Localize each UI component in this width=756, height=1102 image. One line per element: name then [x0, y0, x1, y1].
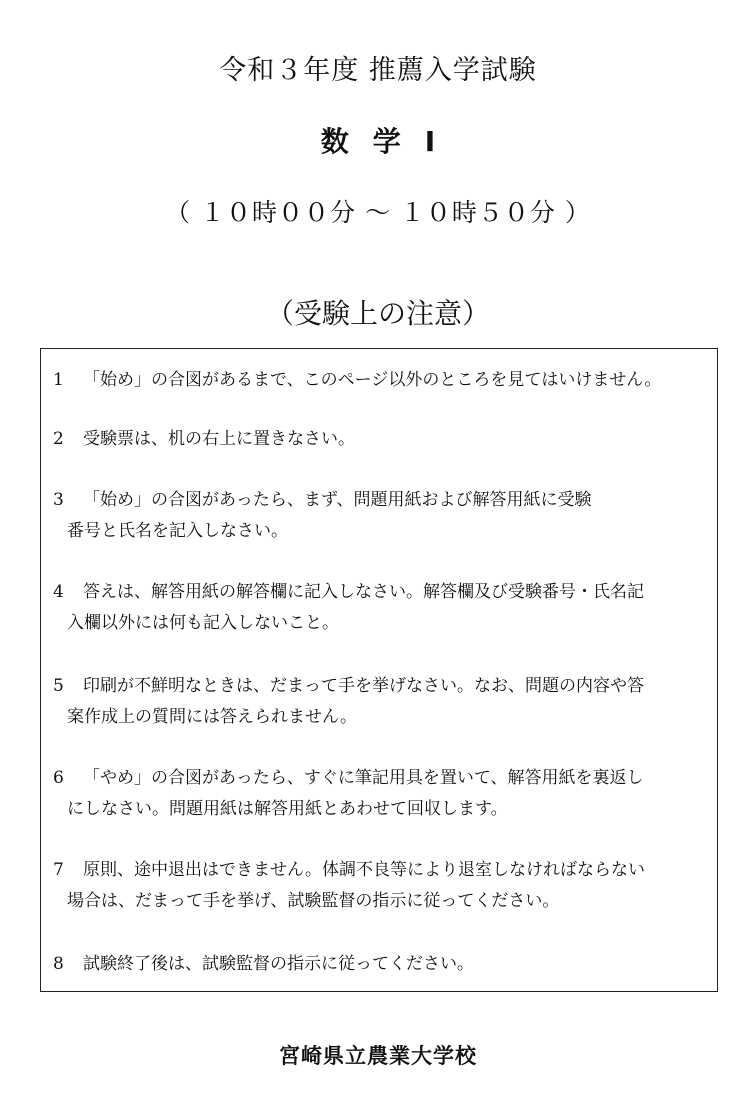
subject-title: 数学Ⅰ — [320, 125, 460, 158]
note-number: 5 — [53, 676, 64, 696]
exam-time: （ １０時００分 ～ １０時５０分 ） — [165, 198, 591, 227]
note-text: 試験終了後は、試験監督の指示に従ってください。 — [83, 954, 474, 974]
notes-box — [40, 348, 718, 992]
note-text-continued: にしなさい。問題用紙は解答用紙とあわせて回収します。 — [67, 799, 508, 819]
note-item — [53, 577, 713, 639]
note-number: 8 — [53, 954, 64, 974]
note-text: 印刷が不鮮明なときは、だまって手を挙げなさい。なお、問題の内容や答 — [83, 676, 644, 696]
note-item — [53, 365, 713, 396]
note-item — [53, 485, 713, 547]
school-name: 宮崎県立農業大学校 — [279, 1044, 477, 1068]
note-number: 6 — [53, 768, 64, 788]
note-text: 「やめ」の合図があったら、すぐに筆記用具を置いて、解答用紙を裏返し — [83, 768, 644, 788]
note-text: 「始め」の合図があったら、まず、問題用紙および解答用紙に受験 — [83, 490, 592, 510]
notes-heading: （受験上の注意） — [265, 297, 490, 330]
note-number: 7 — [53, 860, 64, 880]
note-number: 3 — [53, 490, 64, 510]
note-text: 答えは、解答用紙の解答欄に記入しなさい。解答欄及び受験番号・氏名記 — [83, 582, 644, 602]
note-item — [53, 763, 713, 825]
note-text: 原則、途中退出はできません。体調不良等により退室しなければならない — [83, 860, 646, 880]
note-number: 4 — [53, 582, 64, 602]
note-text: 「始め」の合図があるまで、このページ以外のところを見てはいけません。 — [83, 370, 662, 390]
note-text: 受験票は、机の右上に置きなさい。 — [83, 429, 355, 449]
note-text-continued: 番号と氏名を記入しなさい。 — [67, 521, 288, 541]
exam-title: 令和３年度 推薦入学試験 — [219, 55, 537, 86]
note-text-continued: 場合は、だまって手を挙げ、試験監督の指示に従ってください。 — [67, 891, 560, 911]
note-text-continued: 案作成上の質問には答えられません。 — [67, 707, 358, 727]
note-number: 2 — [53, 429, 64, 449]
note-item — [53, 671, 713, 733]
note-item — [53, 424, 713, 455]
note-item — [53, 949, 713, 980]
note-text-continued: 入欄以外には何も記入しないこと。 — [67, 613, 339, 633]
note-number: 1 — [53, 370, 64, 390]
note-item — [53, 855, 713, 917]
